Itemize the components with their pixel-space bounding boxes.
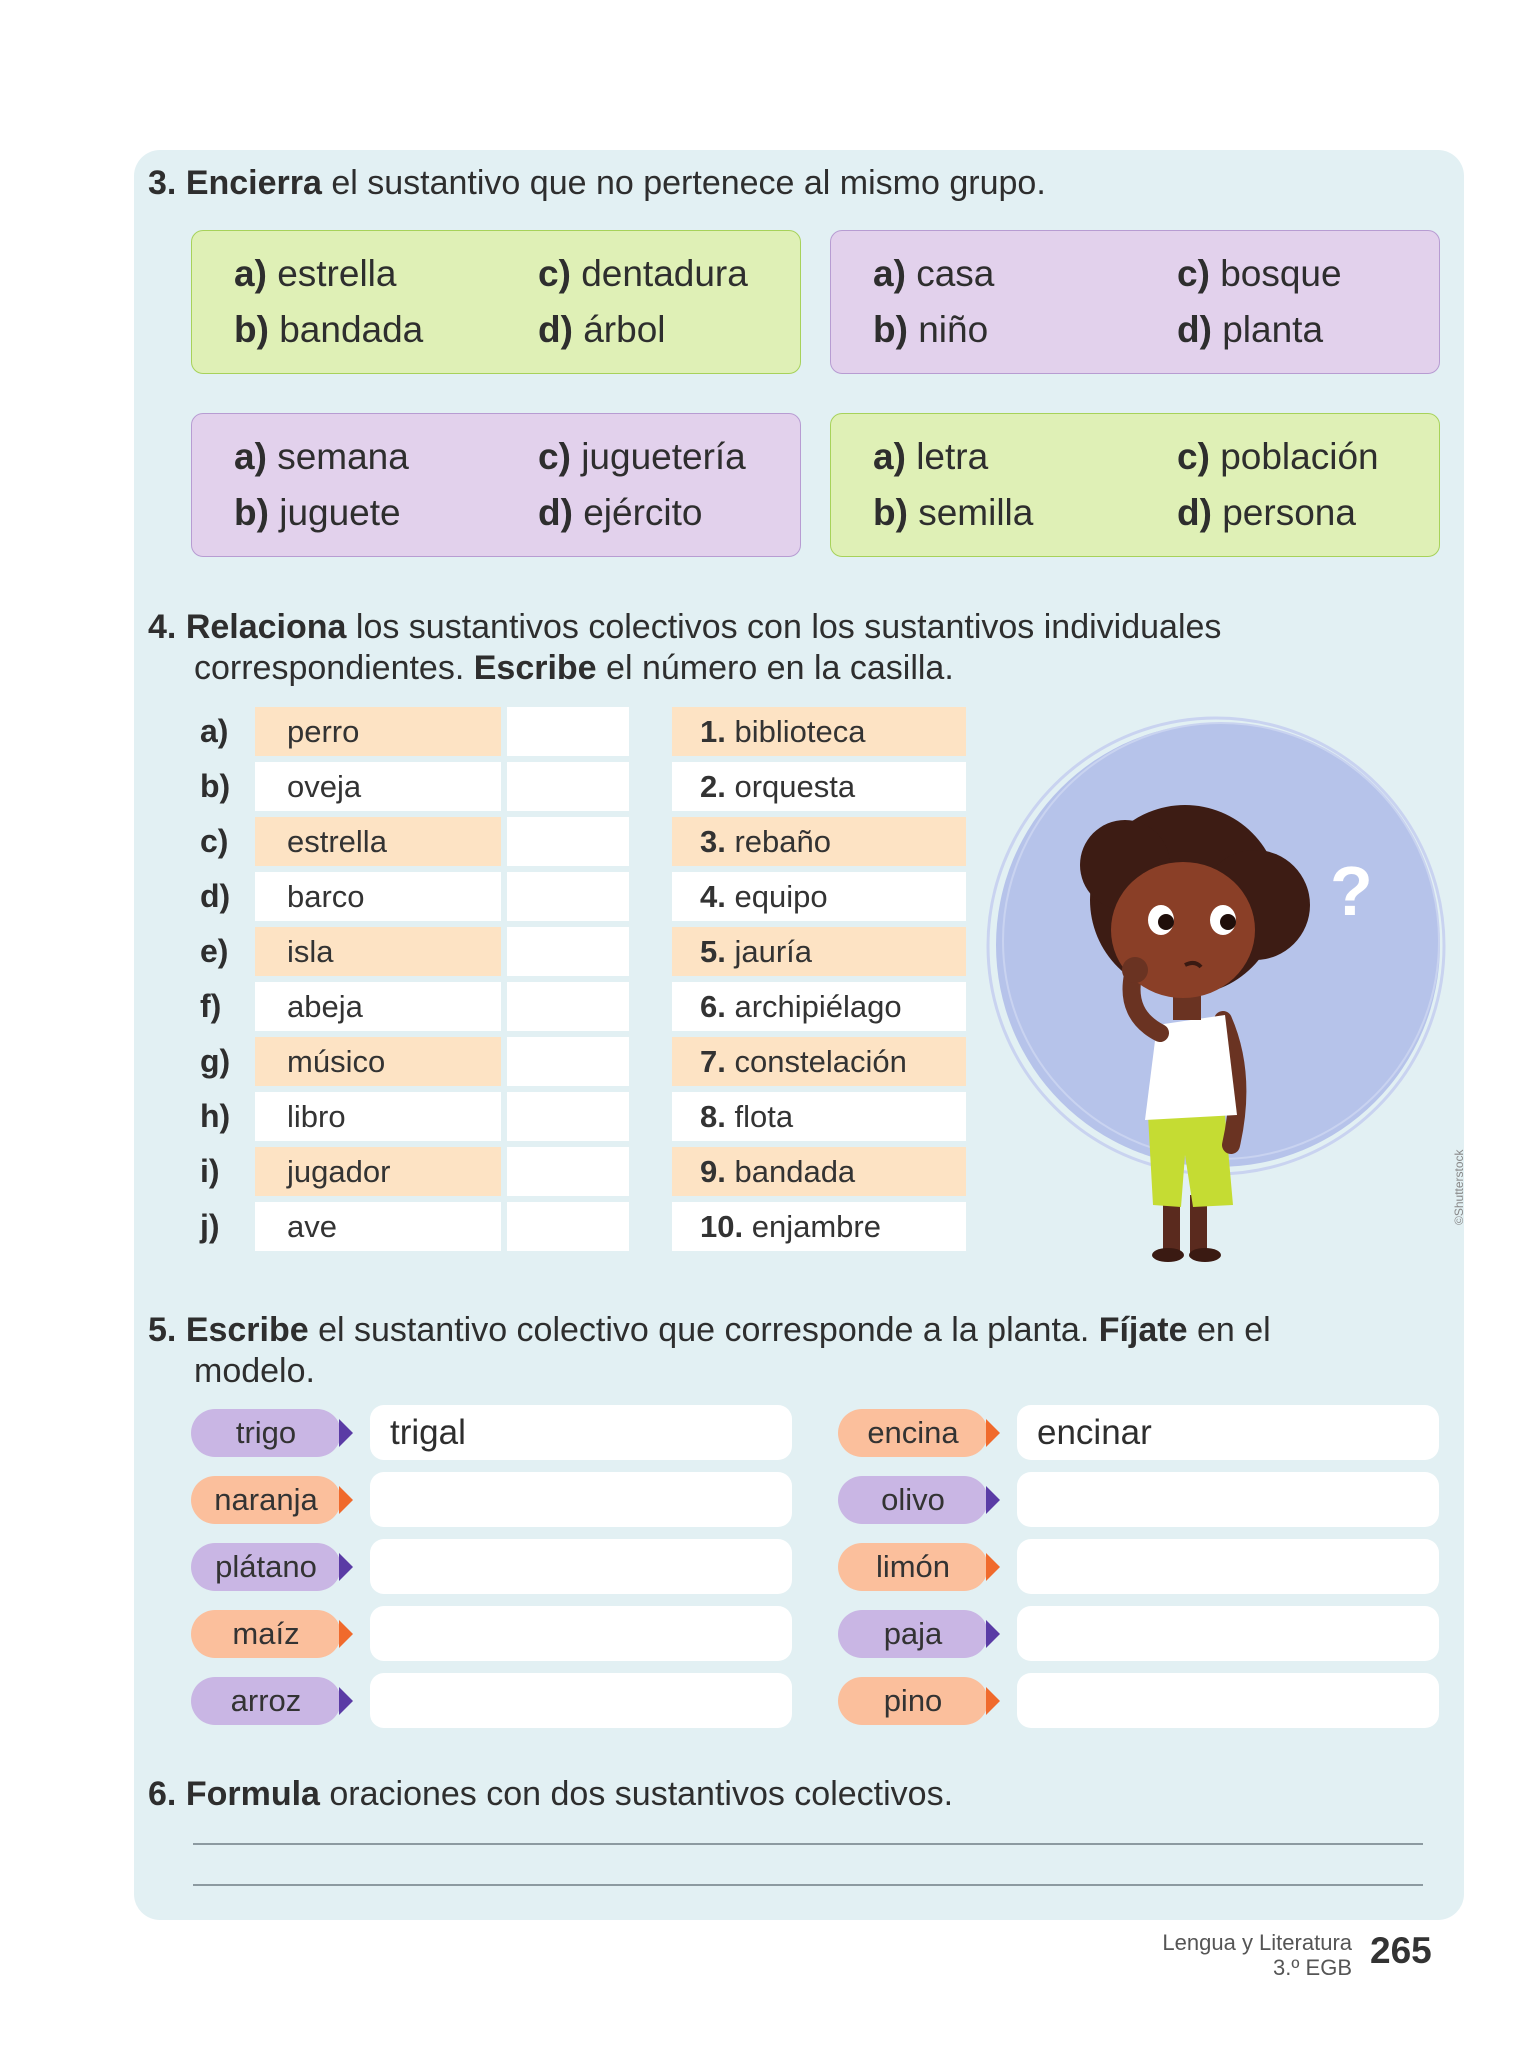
answer-field[interactable] <box>1017 1606 1439 1661</box>
option-group-box <box>830 413 1440 557</box>
collective-number: 6. <box>700 989 726 1024</box>
instruction-verb: Encierra <box>185 164 322 202</box>
instruction-text: en el <box>1187 1311 1271 1349</box>
plant-label: plátano <box>191 1543 341 1591</box>
item-letter: c) <box>200 823 229 859</box>
option-letter: b) <box>234 309 269 350</box>
arrow-icon <box>339 1620 353 1648</box>
collective-noun <box>672 872 966 921</box>
shoe <box>1152 1248 1184 1262</box>
option-d[interactable] <box>1177 492 1356 534</box>
answer-box[interactable] <box>507 1147 629 1196</box>
arrow-icon <box>986 1553 1000 1581</box>
option-word: persona <box>1222 492 1356 533</box>
arrow-icon <box>986 1620 1000 1648</box>
option-word: juguete <box>279 492 401 533</box>
exercise-6-instruction <box>148 1774 953 1815</box>
option-letter: a) <box>873 253 906 294</box>
collective-noun <box>672 1147 966 1196</box>
plant-label: naranja <box>191 1476 341 1524</box>
answer-field[interactable] <box>370 1606 792 1661</box>
item-letter: a) <box>200 713 229 749</box>
option-word: semana <box>277 436 409 477</box>
option-word: estrella <box>277 253 397 294</box>
option-letter: b) <box>873 309 908 350</box>
option-d[interactable] <box>1177 309 1323 351</box>
page-number: 265 <box>1370 1930 1432 1971</box>
arrow-icon <box>339 1419 353 1447</box>
answer-field[interactable] <box>1017 1539 1439 1594</box>
instruction-text: el número en la casilla. <box>596 649 954 687</box>
collective-noun <box>672 927 966 976</box>
arrow-icon <box>339 1486 353 1514</box>
option-word: niño <box>918 309 989 350</box>
option-letter: c) <box>538 253 571 294</box>
collective-word: constelación <box>734 1044 907 1079</box>
option-letter: b) <box>873 492 908 533</box>
item-letter: d) <box>200 878 231 914</box>
grade-level: 3.º EGB <box>1273 1955 1352 1980</box>
collective-word: orquesta <box>734 769 856 804</box>
option-word: población <box>1220 436 1379 477</box>
option-letter: a) <box>873 436 906 477</box>
answer-field[interactable] <box>370 1472 792 1527</box>
option-d[interactable] <box>538 309 666 351</box>
collective-word: jauría <box>734 934 813 969</box>
arrow-icon <box>986 1687 1000 1715</box>
answer-field[interactable] <box>1017 1673 1439 1728</box>
instruction-text: modelo. <box>194 1352 315 1390</box>
option-word: ejército <box>583 492 703 533</box>
option-word: casa <box>916 253 995 294</box>
thinking-girl-illustration <box>985 715 1455 1270</box>
collective-noun <box>672 707 966 756</box>
option-word: planta <box>1222 309 1324 350</box>
answer-box[interactable] <box>507 762 629 811</box>
collective-noun <box>672 1202 966 1251</box>
option-a[interactable] <box>234 253 396 295</box>
shoe <box>1189 1248 1221 1262</box>
instruction-verb: Relaciona <box>185 608 347 646</box>
item-letter: b) <box>200 768 231 804</box>
individual-noun: isla <box>255 927 501 976</box>
arrow-icon <box>986 1419 1000 1447</box>
option-letter: d) <box>1177 309 1212 350</box>
item-letter: i) <box>200 1153 220 1189</box>
option-c[interactable] <box>1177 253 1342 295</box>
option-b[interactable] <box>234 309 423 351</box>
instruction-text: los sustantivos colectivos con los sustantivos individuales <box>346 608 1222 646</box>
instruction-text: el sustantivo colectivo que corresponde a la planta. <box>308 1311 1099 1349</box>
instruction-text: oraciones con dos sustantivos colectivos. <box>319 1775 954 1813</box>
collective-word: equipo <box>734 879 828 914</box>
option-word: bandada <box>279 309 424 350</box>
collective-number: 10. <box>700 1209 744 1244</box>
plant-label: trigo <box>191 1409 341 1457</box>
collective-number: 9. <box>700 1154 726 1189</box>
answer-field[interactable] <box>370 1539 792 1594</box>
individual-noun: perro <box>255 707 501 756</box>
plant-label: paja <box>838 1610 988 1658</box>
collective-noun <box>672 1037 966 1086</box>
instruction-verb: Formula <box>185 1775 320 1813</box>
instruction-verb: Escribe <box>473 649 597 687</box>
writing-line-2[interactable] <box>193 1884 1423 1886</box>
plant-label: olivo <box>838 1476 988 1524</box>
option-letter: c) <box>1177 253 1210 294</box>
option-group-box <box>191 230 801 374</box>
item-letter: j) <box>200 1208 220 1244</box>
answer-field[interactable] <box>1017 1472 1439 1527</box>
option-letter: c) <box>1177 436 1210 477</box>
collective-number: 2. <box>700 769 726 804</box>
plant-label: maíz <box>191 1610 341 1658</box>
collective-word: biblioteca <box>734 714 866 749</box>
option-a[interactable] <box>873 436 988 478</box>
plant-label: pino <box>838 1677 988 1725</box>
pupil <box>1158 914 1174 930</box>
option-c[interactable] <box>538 436 746 478</box>
instruction-verb: Fíjate <box>1098 1311 1188 1349</box>
option-letter: d) <box>1177 492 1212 533</box>
option-word: árbol <box>583 309 666 350</box>
individual-noun: libro <box>255 1092 501 1141</box>
collective-number: 3. <box>700 824 726 859</box>
option-word: semilla <box>918 492 1034 533</box>
answer-box[interactable] <box>507 1092 629 1141</box>
instruction-text: correspondientes. <box>194 649 474 687</box>
instruction-text: el sustantivo que no pertenece al mismo grupo. <box>321 164 1046 202</box>
option-word: juguetería <box>581 436 746 477</box>
item-letter: h) <box>200 1098 231 1134</box>
plant-label: encina <box>838 1409 988 1457</box>
option-d[interactable] <box>538 492 703 534</box>
answer-field[interactable] <box>370 1673 792 1728</box>
individual-noun: abeja <box>255 982 501 1031</box>
individual-noun: músico <box>255 1037 501 1086</box>
plant-label: arroz <box>191 1677 341 1725</box>
exercise-number: 6. <box>148 1775 177 1813</box>
individual-noun: oveja <box>255 762 501 811</box>
option-c[interactable] <box>1177 436 1379 478</box>
answer-box[interactable] <box>507 707 629 756</box>
pants <box>1148 1115 1233 1207</box>
footer-subject <box>1162 1930 1352 1980</box>
collective-number: 4. <box>700 879 726 914</box>
individual-noun: jugador <box>255 1147 501 1196</box>
arrow-icon <box>339 1553 353 1581</box>
question-mark-icon: ? <box>1330 852 1373 930</box>
option-word: bosque <box>1220 253 1342 294</box>
option-letter: a) <box>234 436 267 477</box>
option-letter: d) <box>538 309 573 350</box>
collective-number: 1. <box>700 714 726 749</box>
answer-box[interactable] <box>507 1037 629 1086</box>
collective-word: enjambre <box>751 1209 881 1244</box>
answer-box[interactable] <box>507 1202 629 1251</box>
answer-box[interactable] <box>507 817 629 866</box>
pupil <box>1220 914 1236 930</box>
subject-name: Lengua y Literatura <box>1162 1930 1352 1955</box>
option-b[interactable] <box>234 492 401 534</box>
arrow-icon <box>339 1687 353 1715</box>
item-letter: f) <box>200 988 222 1024</box>
answer-box[interactable] <box>507 927 629 976</box>
plant-label: limón <box>838 1543 988 1591</box>
exercise-number: 5. <box>148 1311 177 1349</box>
option-a[interactable] <box>234 436 409 478</box>
option-b[interactable] <box>873 309 988 351</box>
photo-credit: ©Shutterstock <box>1452 1149 1466 1225</box>
option-letter: d) <box>538 492 573 533</box>
option-a[interactable] <box>873 253 994 295</box>
individual-noun: ave <box>255 1202 501 1251</box>
individual-noun: estrella <box>255 817 501 866</box>
exercise-3-instruction <box>148 163 1046 204</box>
writing-line-1[interactable] <box>193 1843 1423 1845</box>
exercise-number: 3. <box>148 164 177 202</box>
exercise-4-instruction <box>148 607 1348 689</box>
collective-number: 5. <box>700 934 726 969</box>
item-letter: e) <box>200 933 229 969</box>
exercise-number: 4. <box>148 608 177 646</box>
answer-field[interactable]: encinar <box>1017 1405 1439 1460</box>
collective-number: 8. <box>700 1099 726 1134</box>
answer-box[interactable] <box>507 982 629 1031</box>
hand <box>1122 957 1148 983</box>
option-letter: c) <box>538 436 571 477</box>
individual-noun: barco <box>255 872 501 921</box>
collective-noun <box>672 762 966 811</box>
instruction-verb: Escribe <box>185 1311 309 1349</box>
answer-field[interactable]: trigal <box>370 1405 792 1460</box>
collective-word: bandada <box>734 1154 856 1189</box>
collective-word: flota <box>734 1099 794 1134</box>
collective-noun <box>672 817 966 866</box>
option-letter: b) <box>234 492 269 533</box>
option-group-box <box>830 230 1440 374</box>
collective-noun <box>672 982 966 1031</box>
option-c[interactable] <box>538 253 748 295</box>
arrow-icon <box>986 1486 1000 1514</box>
collective-word: archipiélago <box>734 989 902 1024</box>
collective-number: 7. <box>700 1044 726 1079</box>
collective-word: rebaño <box>734 824 832 859</box>
option-word: letra <box>916 436 989 477</box>
answer-box[interactable] <box>507 872 629 921</box>
option-group-box <box>191 413 801 557</box>
collective-noun <box>672 1092 966 1141</box>
item-letter: g) <box>200 1043 231 1079</box>
option-letter: a) <box>234 253 267 294</box>
option-word: dentadura <box>581 253 748 294</box>
exercise-5-instruction <box>148 1310 1398 1392</box>
option-b[interactable] <box>873 492 1033 534</box>
